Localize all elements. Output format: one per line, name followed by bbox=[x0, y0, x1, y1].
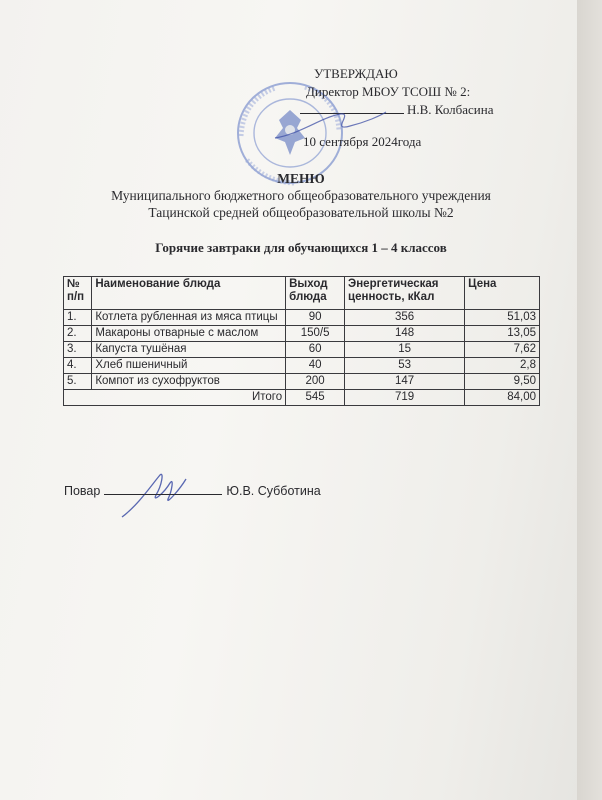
header-energy: Энергетическая ценность, кКал bbox=[345, 277, 465, 310]
total-energy: 719 bbox=[345, 390, 465, 406]
header-price: Цена bbox=[465, 277, 540, 310]
row-energy: 147 bbox=[345, 374, 465, 390]
header-output: Выход блюда bbox=[286, 277, 345, 310]
row-energy: 356 bbox=[345, 310, 465, 326]
row-price: 51,03 bbox=[465, 310, 540, 326]
menu-subtitle: Горячие завтраки для обучающихся 1 – 4 классов bbox=[155, 240, 447, 255]
table-row bbox=[64, 326, 540, 342]
row-output: 60 bbox=[286, 342, 345, 358]
row-price: 9,50 bbox=[465, 374, 540, 390]
row-num: 5. bbox=[64, 374, 92, 390]
cook-line bbox=[64, 484, 321, 498]
approval-date: 10 сентября 2024года bbox=[303, 134, 422, 149]
row-num: 4. bbox=[64, 358, 92, 374]
row-num: 1. bbox=[64, 310, 92, 326]
table-header-row bbox=[64, 277, 540, 310]
row-name: Котлета рубленная из мяса птицы bbox=[92, 310, 286, 326]
total-price: 84,00 bbox=[465, 390, 540, 406]
cook-label: Повар bbox=[64, 484, 101, 498]
row-price: 2,8 bbox=[465, 358, 540, 374]
row-price: 13,05 bbox=[465, 326, 540, 342]
organization-line-1: Муниципального бюджетного общеобразовательного учреждения bbox=[111, 188, 491, 203]
table-total-row bbox=[64, 390, 540, 406]
header-num: № п/п bbox=[64, 277, 92, 310]
total-output: 545 bbox=[286, 390, 345, 406]
row-name: Капуста тушёная bbox=[92, 342, 286, 358]
cook-name: Ю.В. Субботина bbox=[226, 484, 321, 498]
total-label: Итого bbox=[64, 390, 286, 406]
director-line: Директор МБОУ ТСОШ № 2: bbox=[306, 84, 471, 99]
row-output: 150/5 bbox=[286, 326, 345, 342]
row-output: 200 bbox=[286, 374, 345, 390]
row-name: Хлеб пшеничный bbox=[92, 358, 286, 374]
row-num: 2. bbox=[64, 326, 92, 342]
table-row bbox=[64, 310, 540, 326]
row-name: Макароны отварные с маслом bbox=[92, 326, 286, 342]
row-energy: 15 bbox=[345, 342, 465, 358]
row-num: 3. bbox=[64, 342, 92, 358]
header-name: Наименование блюда bbox=[92, 277, 286, 310]
row-output: 40 bbox=[286, 358, 345, 374]
row-energy: 148 bbox=[345, 326, 465, 342]
menu-table bbox=[63, 276, 540, 406]
page-title: МЕНЮ bbox=[277, 171, 325, 186]
row-name: Компот из сухофруктов bbox=[92, 374, 286, 390]
approve-label: УТВЕРЖДАЮ bbox=[314, 66, 398, 81]
table-row bbox=[64, 342, 540, 358]
paper-edge bbox=[577, 0, 602, 800]
table-row bbox=[64, 374, 540, 390]
row-output: 90 bbox=[286, 310, 345, 326]
table-row bbox=[64, 358, 540, 374]
director-name: Н.В. Колбасина bbox=[407, 102, 494, 117]
row-price: 7,62 bbox=[465, 342, 540, 358]
organization-line-2: Тацинской средней общеобразовательной школы №2 bbox=[148, 205, 454, 220]
row-energy: 53 bbox=[345, 358, 465, 374]
